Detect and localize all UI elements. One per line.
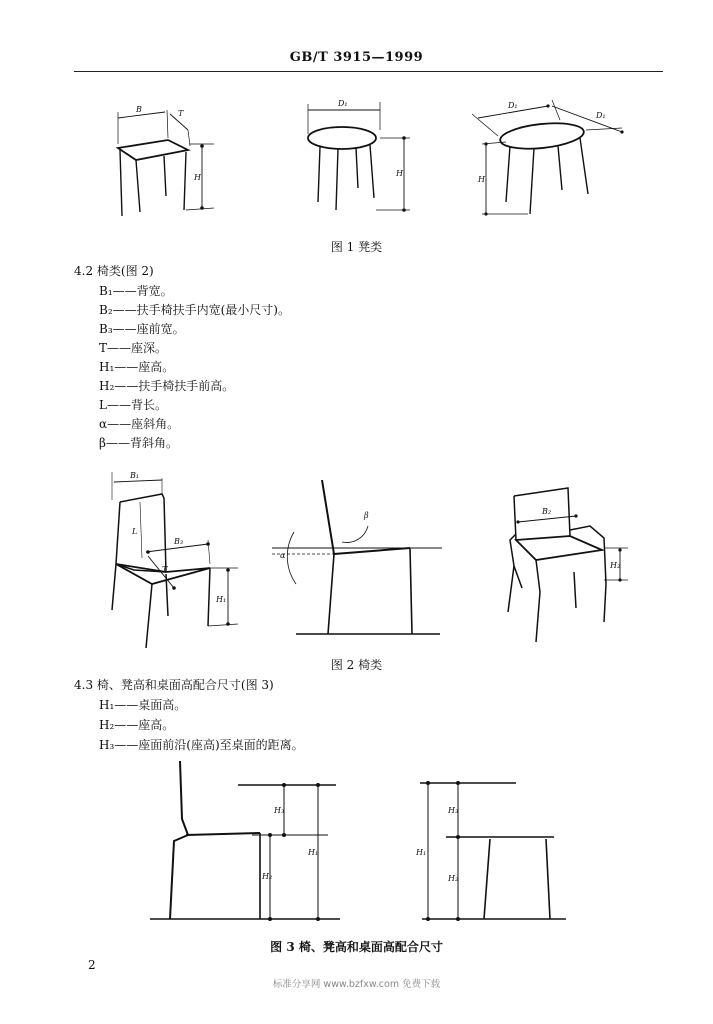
fig2-label-b3: B₃ bbox=[174, 537, 184, 546]
fig2-label-l: L bbox=[132, 527, 138, 536]
square-stool-drawing bbox=[118, 110, 214, 216]
fig2-label-beta: β bbox=[364, 511, 369, 520]
fig2-label-h1: H₁ bbox=[216, 595, 227, 604]
standard-code-header: GB/T 3915—1999 bbox=[289, 50, 424, 65]
round-stool-drawing bbox=[308, 102, 410, 212]
fig3-right-label-h2: H₂ bbox=[448, 874, 459, 883]
chair-table-height-drawing bbox=[150, 761, 340, 921]
fig3-left-label-h2: H₂ bbox=[262, 872, 273, 881]
item-table-height: H₁——桌面高。 bbox=[99, 698, 187, 712]
fig3-right-label-h3: H₃ bbox=[448, 806, 459, 815]
fig1-label-d1: D₁ bbox=[338, 99, 348, 108]
figure-1-caption: 图 1 凳类 bbox=[330, 240, 383, 254]
item-b1: B₁——背宽。 bbox=[99, 284, 173, 298]
fig2-label-h2: H₂ bbox=[610, 561, 621, 570]
fig3-right-label-h1: H₁ bbox=[416, 848, 427, 857]
fig2-label-b1: B₁ bbox=[130, 471, 140, 480]
header-rule bbox=[74, 71, 663, 72]
item-seat-height: H₂——座高。 bbox=[99, 718, 175, 732]
fig1-label-d3: D₁ bbox=[596, 111, 606, 120]
fig3-left-label-h3: H₃ bbox=[274, 806, 285, 815]
fig2-label-b2: B₂ bbox=[542, 507, 552, 516]
figure-3-height-diagrams bbox=[140, 755, 580, 935]
item-t: T——座深。 bbox=[99, 341, 168, 355]
watermark-footer: 标准分享网 www.bzfxw.com 免费下载 bbox=[272, 979, 441, 990]
figure-2-chair-diagrams bbox=[90, 460, 650, 650]
fig1-label-h: H bbox=[194, 173, 201, 182]
item-alpha: α——座斜角。 bbox=[99, 417, 180, 431]
fig2-label-t: T bbox=[162, 565, 168, 574]
item-h2: H₂——扶手椅扶手前高。 bbox=[99, 379, 235, 393]
fig1-label-h3: H bbox=[478, 175, 485, 184]
stool-table-height-drawing bbox=[420, 781, 566, 921]
item-b2: B₂——扶手椅扶手内宽(最小尺寸)。 bbox=[99, 303, 290, 317]
page-number: 2 bbox=[88, 958, 96, 972]
chair-perspective-drawing bbox=[112, 472, 238, 648]
fig1-label-t: T bbox=[178, 109, 184, 118]
item-l: L——背长。 bbox=[99, 398, 167, 412]
item-seat-to-table: H₃——座面前沿(座高)至桌面的距离。 bbox=[99, 738, 304, 752]
figure-2-caption: 图 2 椅类 bbox=[330, 658, 383, 672]
section-4-2-title: 4.2 椅类(图 2) bbox=[74, 264, 154, 278]
item-beta: β——背斜角。 bbox=[99, 436, 178, 450]
fig2-label-alpha: α bbox=[280, 551, 286, 560]
chair-side-profile-drawing bbox=[272, 480, 442, 634]
figure-1-stool-diagrams bbox=[90, 90, 650, 225]
fig1-label-b: B bbox=[136, 105, 142, 114]
fig1-label-d2: D₁ bbox=[508, 101, 518, 110]
fig1-label-h2: H bbox=[396, 169, 403, 178]
section-4-3-title: 4.3 椅、凳高和桌面高配合尺寸(图 3) bbox=[74, 678, 274, 692]
item-h1: H₁——座高。 bbox=[99, 360, 175, 374]
fig3-left-label-h1: H₁ bbox=[308, 848, 319, 857]
item-b3: B₃——座前宽。 bbox=[99, 322, 185, 336]
figure-3-caption: 图 3 椅、凳高和桌面高配合尺寸 bbox=[270, 940, 443, 954]
